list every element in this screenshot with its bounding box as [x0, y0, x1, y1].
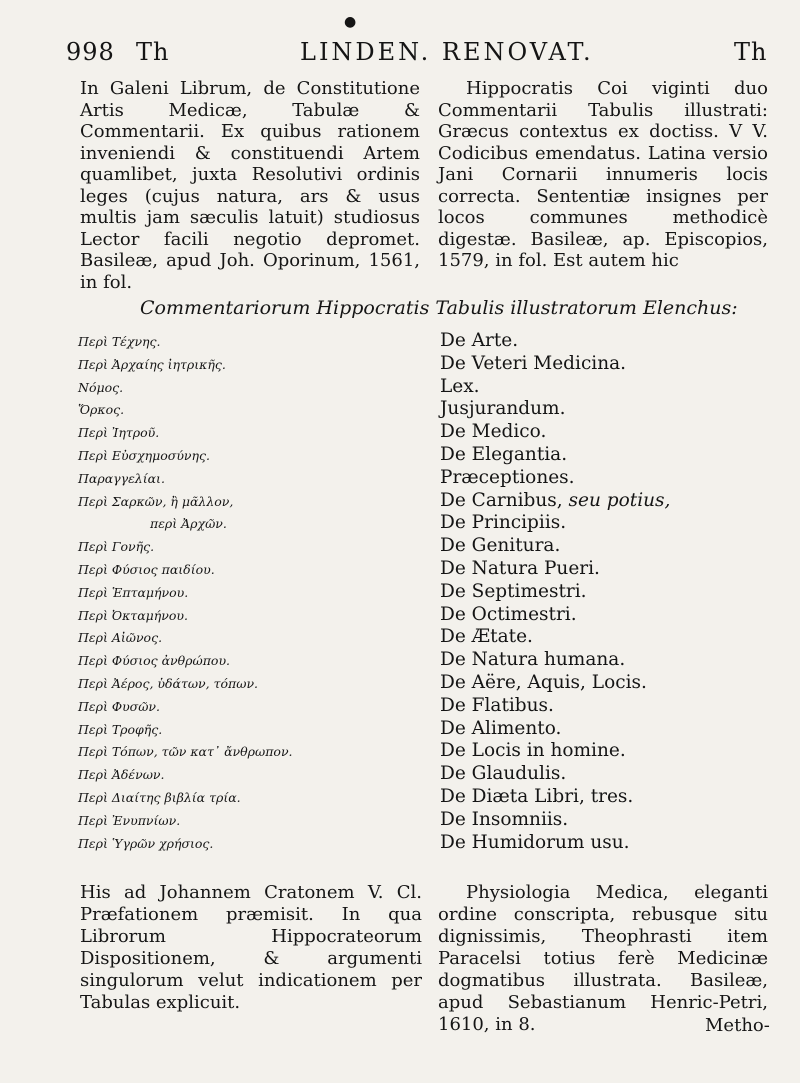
- latin-title-text: De Diæta Libri, tres.: [440, 785, 634, 807]
- latin-title: [440, 740, 626, 761]
- latin-title-text: De Principiis.: [440, 512, 567, 534]
- elenchus-row: [78, 535, 778, 558]
- left-outro-text: His ad Johannem Cratonem V. Cl. Præfationem præmisit. In qua Librorum Hippocrateorum Dispositionem, & argumenti singulorum velut indicationem per Tabulas explicuit.: [80, 882, 422, 1013]
- elenchus-row: [78, 832, 778, 855]
- elenchus-row: [78, 672, 778, 695]
- latin-title: [440, 786, 633, 807]
- latin-title-text: De Insomniis.: [440, 808, 569, 830]
- greek-title: Παραγγελίαι.: [78, 470, 165, 486]
- latin-title-text: De Natura Pueri.: [440, 557, 600, 579]
- page-number: 998: [66, 38, 115, 66]
- greek-title: Περὶ Τόπων, τῶν κατ᾽ ἄνθρωπον.: [78, 744, 293, 760]
- latin-title-text: De Medico.: [440, 421, 547, 443]
- latin-title-text: De Arte.: [440, 330, 519, 351]
- elenchus-heading: Commentariorum Hippocratis Tabulis illustratorum Elenchus:: [140, 297, 738, 319]
- greek-title: Περὶ Ὀκταμήνου.: [78, 607, 188, 623]
- elenchus-row: [78, 376, 778, 399]
- greek-title: Περὶ Ὑγρῶν χρήσιος.: [78, 835, 214, 851]
- right-intro-text: Hippocratis Coi viginti duo Commentarii Tabulis illustrati: Græcus contextus ex doctiss. V V. Codicibus emendatus. Latina versio Jani Cornarii innumeris locis correcta. Sententiæ insignes per locos communes methodicè digestæ. Basileæ, ap. Episcopios, 1579, in fol. Est autem hic: [438, 78, 768, 271]
- latin-title: [440, 398, 565, 419]
- greek-title: Περὶ Αἰῶνος.: [78, 630, 163, 646]
- elenchus-row: [78, 809, 778, 832]
- elenchus-row: [78, 581, 778, 604]
- elenchus-row: [78, 558, 778, 581]
- latin-title-text: De Humidorum usu.: [440, 831, 630, 853]
- elenchus-row: [78, 626, 778, 649]
- latin-title: [440, 353, 626, 374]
- elenchus-row: [78, 467, 778, 490]
- left-column-intro: [80, 78, 420, 293]
- elenchus-row: [78, 649, 778, 672]
- latin-title: [440, 421, 546, 442]
- right-outro-text: Physiologia Medica, eleganti ordine conscripta, rebusque situ dignissimis, Theophrasti item Paracelsi totius ferè Medicinæ dogmatibus illustrata. Basileæ, apud Sebastianum Henric-Petri, 1610, in 8.: [438, 882, 768, 1035]
- latin-title: [440, 330, 518, 351]
- latin-title-text: De Carnibus,: [440, 489, 569, 511]
- latin-title: [440, 649, 625, 670]
- latin-title: [440, 763, 566, 784]
- latin-title-text: Præceptiones.: [440, 466, 575, 488]
- right-column-outro: [438, 882, 768, 1036]
- greek-title: Περὶ Ἀρχαίης ἰητρικῆς.: [78, 356, 226, 372]
- greek-title: Περὶ Τροφῆς.: [78, 721, 163, 737]
- latin-title-text: De Natura humana.: [440, 649, 626, 671]
- catchword: Metho-: [705, 1015, 770, 1036]
- elenchus-row: [78, 444, 778, 467]
- greek-title: Περὶ Ἀέρος, ὑδάτων, τόπων.: [78, 675, 259, 691]
- left-intro-text: In Galeni Librum, de Constitutione Artis Medicæ, Tabulæ & Commentarii. Ex quibus rationem inveniendi & constituendi Artem quamlibet, juxta Resolutivi ordinis leges (cujus natura, ars & usus multis jam sæculis latuit) studiosus Lector facili negotio depromet. Basileæ, apud Joh. Oporinum, 1561, in fol.: [80, 78, 420, 293]
- greek-title: περὶ Ἀρχῶν.: [150, 516, 227, 532]
- latin-title: [440, 672, 647, 693]
- greek-title: Περὶ Εὐσχημοσύνης.: [78, 447, 210, 463]
- elenchus-row: [78, 740, 778, 763]
- running-title: LINDEN. RENOVAT.: [300, 38, 594, 66]
- greek-title: Περὶ Ἰητροῦ.: [78, 425, 160, 441]
- elenchus-row: [78, 421, 778, 444]
- elenchus-row: [78, 353, 778, 376]
- latin-title: [440, 490, 670, 511]
- latin-title-text: Lex.: [440, 375, 480, 397]
- greek-title: Περὶ Ἐνυπνίων.: [78, 812, 181, 828]
- latin-title: [440, 809, 568, 830]
- latin-title: [440, 718, 561, 739]
- elenchus-table: [78, 330, 778, 854]
- greek-title: Περὶ Σαρκῶν, ἢ μᾶλλον,: [78, 493, 234, 509]
- latin-title: [440, 558, 600, 579]
- greek-title: Περὶ Διαίτης βιβλία τρία.: [78, 789, 241, 805]
- greek-title: Περὶ Γονῆς.: [78, 539, 155, 555]
- greek-title: Περὶ Φύσιος παιδίου.: [78, 561, 215, 577]
- greek-title: Περὶ Ἀδένων.: [78, 767, 165, 783]
- ink-dot: ●: [344, 14, 357, 30]
- elenchus-row: [78, 786, 778, 809]
- latin-title: [440, 467, 575, 488]
- latin-title-text: De Veteri Medicina.: [440, 352, 627, 374]
- latin-title: [440, 832, 630, 853]
- latin-title-text: De Octimestri.: [440, 603, 577, 625]
- elenchus-row: [78, 490, 778, 513]
- header-left-tag: Th: [136, 38, 170, 66]
- greek-title: Περὶ Φύσιος ἀνθρώπου.: [78, 653, 231, 669]
- elenchus-row: [78, 695, 778, 718]
- latin-title-italic: seu potius,: [568, 489, 671, 511]
- elenchus-row: [78, 718, 778, 741]
- elenchus-row: [78, 330, 778, 353]
- left-column-outro: [80, 882, 422, 1014]
- latin-title-text: De Locis in homine.: [440, 740, 626, 762]
- elenchus-row: [78, 398, 778, 421]
- latin-title: [440, 626, 533, 647]
- latin-title-text: De Genitura.: [440, 535, 561, 557]
- latin-title: [440, 695, 554, 716]
- latin-title-text: De Alimento.: [440, 717, 562, 739]
- greek-title: Ὅρκος.: [78, 402, 125, 418]
- latin-title: [440, 512, 566, 533]
- greek-title: Νόμος.: [78, 379, 124, 395]
- elenchus-row: [78, 763, 778, 786]
- elenchus-row: [78, 604, 778, 627]
- header-right-tag: Th: [734, 38, 768, 66]
- greek-title: Περὶ Τέχνης.: [78, 334, 161, 349]
- latin-title: [440, 376, 480, 397]
- greek-title: Περὶ Φυσῶν.: [78, 698, 160, 714]
- latin-title: [440, 581, 587, 602]
- latin-title: [440, 444, 567, 465]
- greek-title: Περὶ Ἑπταμήνου.: [78, 584, 189, 600]
- latin-title-text: De Elegantia.: [440, 443, 568, 465]
- latin-title-text: De Septimestri.: [440, 580, 587, 602]
- latin-title-text: De Ætate.: [440, 626, 533, 648]
- latin-title-text: De Flatibus.: [440, 694, 554, 716]
- latin-title-text: De Glaudulis.: [440, 763, 567, 785]
- latin-title: [440, 535, 560, 556]
- latin-title: [440, 604, 577, 625]
- elenchus-row: [78, 512, 778, 535]
- latin-title-text: De Aëre, Aquis, Locis.: [440, 671, 647, 693]
- right-column-intro: [438, 78, 768, 272]
- latin-title-text: Jusjurandum.: [440, 398, 566, 420]
